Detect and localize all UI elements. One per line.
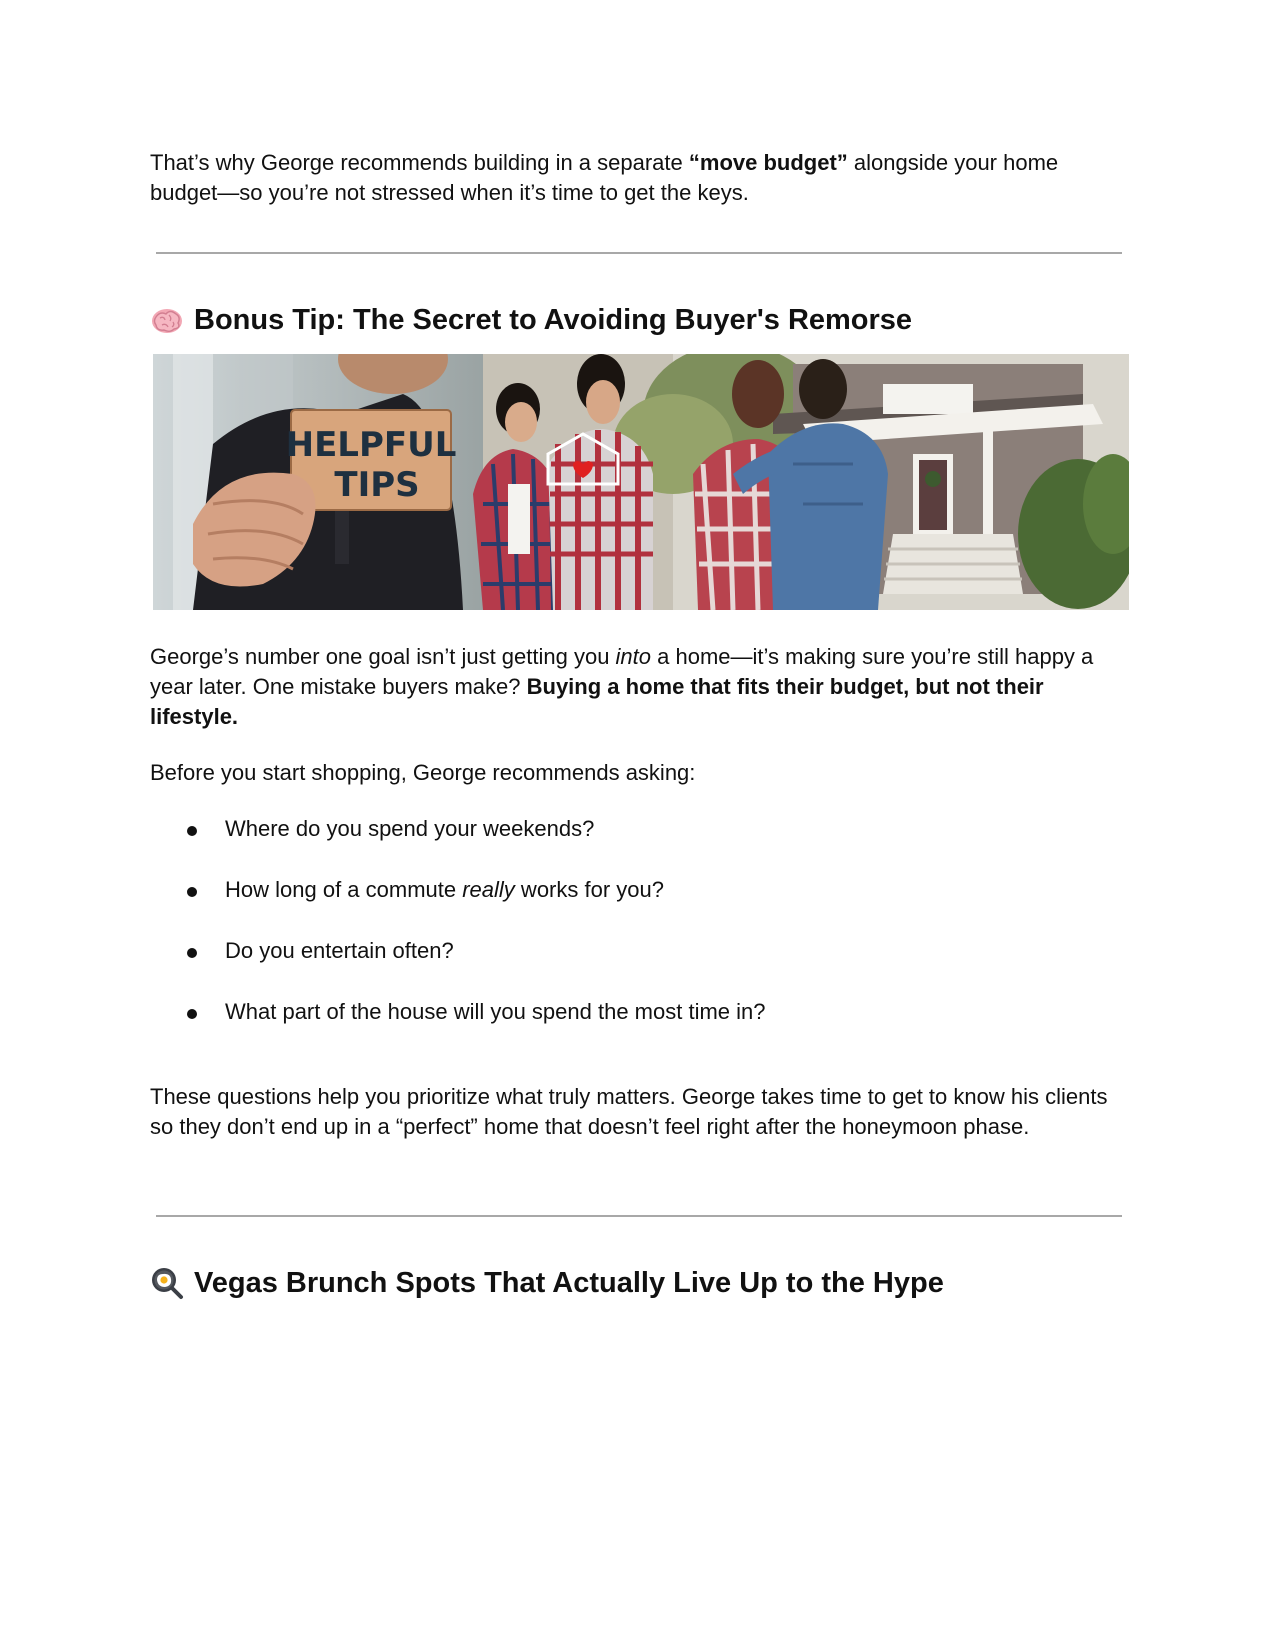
goal-bold-statement: Buying a home that fits their budget, but not their lifestyle.: [150, 674, 1044, 729]
bullet-icon: [187, 887, 197, 897]
horizontal-divider: [156, 252, 1122, 254]
intro-text-start: That’s why George recommends building in a separate: [150, 150, 689, 175]
list-item: [150, 875, 766, 936]
question-text: Do you entertain often?: [225, 938, 454, 963]
question-list: [150, 814, 766, 1058]
question-text: What part of the house will you spend the most time in?: [225, 999, 766, 1024]
list-item: [150, 936, 766, 997]
bonus-tip-title: Bonus Tip: The Secret to Avoiding Buyer's Remorse: [194, 304, 913, 336]
bonus-tip-heading: [150, 302, 912, 338]
closing-paragraph: These questions help you prioritize what truly matters. George takes time to get to know his clients so they don’t end up in a “perfect” home that doesn’t feel right after the honeymoon phase.: [150, 1084, 1108, 1139]
frying-pan-egg-icon: [150, 1266, 184, 1300]
list-item: [150, 997, 766, 1058]
intro-text-end: alongside your home budget—so you’re not stressed when it’s time to get the keys.: [150, 150, 1059, 205]
brunch-heading: [150, 1265, 944, 1301]
goal-paragraph: [150, 642, 1125, 732]
question-text: Where do you spend your weekends?: [225, 816, 595, 841]
goal-text-start: George’s number one goal isn’t just getting you: [150, 644, 616, 669]
question-text: How long of a commute: [225, 877, 463, 902]
list-item: [150, 814, 766, 875]
helpful-tips-hero-image: [153, 354, 1129, 610]
brain-icon: [150, 303, 184, 337]
horizontal-divider: [156, 1215, 1122, 1217]
lead-in-paragraph: Before you start shopping, George recommends asking:: [150, 760, 696, 785]
goal-italic-into: into: [615, 644, 652, 669]
bullet-icon: [187, 1009, 197, 1019]
brunch-title: Vegas Brunch Spots That Actually Live Up to the Hype: [194, 1267, 944, 1299]
question-italic: really: [462, 877, 515, 902]
bullet-icon: [187, 826, 197, 836]
move-budget-paragraph: [150, 148, 1110, 208]
sign-line-2: TIPS: [334, 465, 420, 505]
hero-illustration: [153, 354, 1129, 610]
bullet-icon: [187, 948, 197, 958]
sign-line-1: HELPFUL: [285, 425, 457, 465]
move-budget-emphasis: “move budget”: [688, 150, 848, 175]
question-text-end: works for you?: [514, 877, 664, 902]
goal-text-middle: a home—it’s making sure you’re still happy a year later. One mistake buyers make?: [150, 644, 1094, 699]
